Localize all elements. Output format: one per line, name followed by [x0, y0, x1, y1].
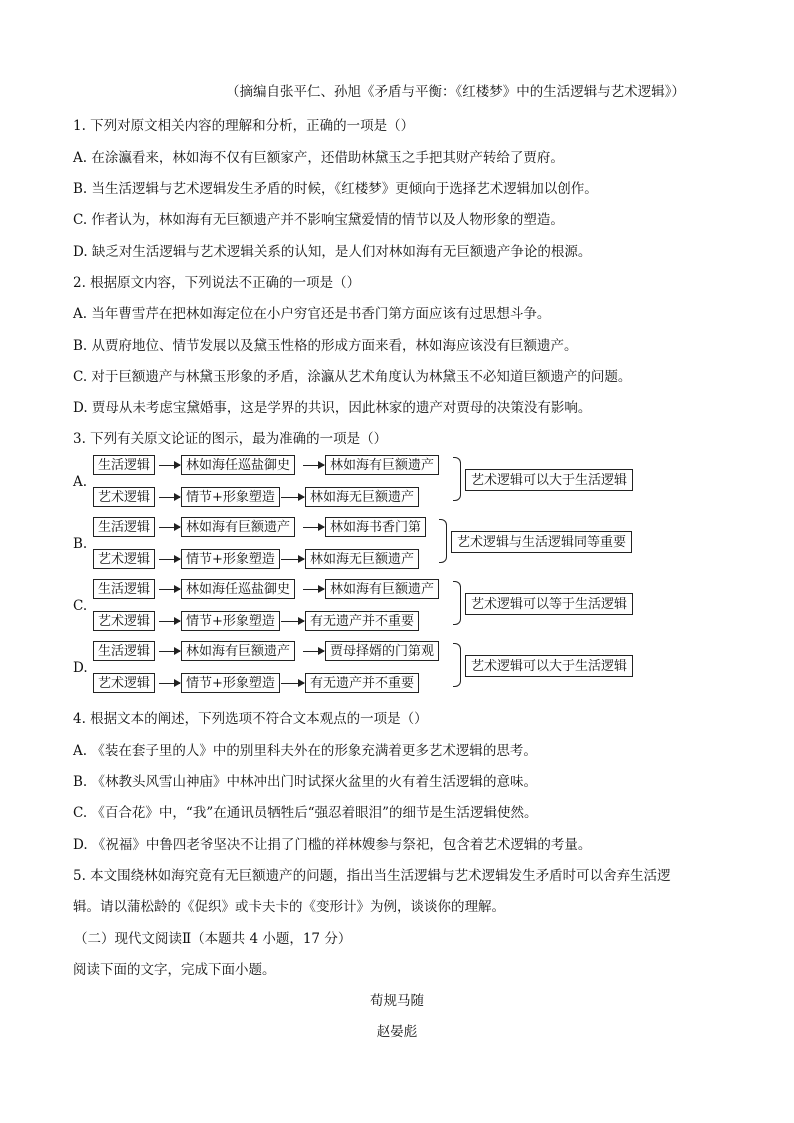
diagram-box: 有无遗产并不重要 — [305, 673, 419, 693]
diagram-conclusion: 艺术逻辑与生活逻辑同等重要 — [451, 531, 632, 553]
arrow — [159, 589, 180, 590]
diagram-box: 生活逻辑 — [93, 517, 155, 537]
q2-option-c: C. 对于巨额遗产与林黛玉形象的矛盾，涂瀛从艺术角度认为林黛玉不必知道巨额遗产的问题。 — [73, 369, 632, 385]
diagram-option-d — [73, 638, 663, 702]
section-heading: （二）现代文阅读Ⅱ（本题共 4 小题，17 分） — [74, 931, 352, 947]
diagram-label: A. — [73, 474, 88, 490]
diagram-box: 生活逻辑 — [93, 579, 155, 599]
arrow — [159, 559, 180, 560]
diagram-box: 林如海有巨额遗产 — [325, 455, 439, 475]
diagram-box: 林如海无巨额遗产 — [305, 487, 419, 507]
diagram-box: 艺术逻辑 — [93, 611, 155, 631]
diagram-box: 情节+形象塑造 — [181, 611, 280, 631]
arrow — [303, 527, 324, 528]
diagram-box: 生活逻辑 — [93, 641, 155, 661]
question-2-stem: 2. 根据原文内容，下列说法不正确的一项是（） — [73, 275, 361, 291]
arrow — [159, 497, 180, 498]
diagram-box: 情节+形象塑造 — [181, 673, 280, 693]
question-5-line2: 辑。请以蒲松龄的《促织》或卡夫卡的《变形计》为例，谈谈你的理解。 — [73, 899, 505, 915]
arrow — [159, 527, 180, 528]
source-citation: （摘编自张平仁、孙旭《矛盾与平衡：《红楼梦》中的生活逻辑与艺术逻辑》） — [226, 84, 685, 100]
q1-option-c: C. 作者认为，林如海有无巨额遗产并不影响宝黛爱情的情节以及人物形象的塑造。 — [73, 212, 564, 228]
bracket — [439, 519, 447, 563]
diagram-box: 林如海无巨额遗产 — [305, 549, 419, 569]
arrow — [281, 559, 304, 560]
diagram-conclusion: 艺术逻辑可以大于生活逻辑 — [465, 469, 633, 491]
arrow — [303, 589, 324, 590]
arrow — [159, 651, 180, 652]
arrow — [281, 497, 304, 498]
q2-option-d: D. 贾母从未考虑宝黛婚事，这是学界的共识，因此林家的遗产对贾母的决策没有影响。 — [73, 400, 592, 416]
article-title: 荀规马随 — [370, 993, 424, 1009]
q2-option-b: B. 从贾府地位、情节发展以及黛玉性格的形成方面来看，林如海应该没有巨额遗产。 — [73, 338, 578, 354]
diagram-box: 情节+形象塑造 — [181, 549, 280, 569]
diagram-label: B. — [73, 536, 88, 552]
bracket — [453, 643, 461, 687]
diagram-option-c — [73, 576, 663, 640]
bracket — [453, 457, 461, 501]
diagram-box: 情节+形象塑造 — [181, 487, 280, 507]
diagram-box: 艺术逻辑 — [93, 549, 155, 569]
q2-option-a: A. 当年曹雪芹在把林如海定位在小户穷官还是书香门第方面应该有过思想斗争。 — [73, 306, 551, 322]
diagram-box: 林如海有巨额遗产 — [325, 579, 439, 599]
arrow — [303, 465, 324, 466]
diagram-box: 林如海有巨额遗产 — [181, 641, 295, 661]
q4-option-a: A. 《装在套子里的人》中的别里科夫外在的形象充满着更多艺术逻辑的思考。 — [73, 743, 537, 759]
diagram-box: 有无遗产并不重要 — [305, 611, 419, 631]
article-author: 赵晏彪 — [376, 1024, 418, 1040]
diagram-box: 林如海任巡盐御史 — [181, 455, 295, 475]
arrow — [159, 621, 180, 622]
diagram-box: 林如海任巡盐御史 — [181, 579, 295, 599]
q1-option-b: B. 当生活逻辑与艺术逻辑发生矛盾的时候，《红楼梦》更倾向于选择艺术逻辑加以创作。 — [73, 181, 598, 197]
q1-option-d: D. 缺乏对生活逻辑与艺术逻辑关系的认知，是人们对林如海有无巨额遗产争论的根源。 — [73, 244, 592, 260]
arrow — [281, 621, 304, 622]
diagram-box: 贾母择婿的门第观 — [325, 641, 439, 661]
q1-option-a: A. 在涂瀛看来，林如海不仅有巨额家产，还借助林黛玉之手把其财产转给了贾府。 — [73, 150, 564, 166]
diagram-label: C. — [73, 598, 88, 614]
diagram-box: 艺术逻辑 — [93, 673, 155, 693]
arrow — [159, 683, 180, 684]
diagram-box: 生活逻辑 — [93, 455, 155, 475]
question-3-stem: 3. 下列有关原文论证的图示，最为准确的一项是（） — [73, 431, 388, 447]
question-1-stem: 1. 下列对原文相关内容的理解和分析，正确的一项是（） — [73, 118, 415, 134]
diagram-box: 艺术逻辑 — [93, 487, 155, 507]
q4-option-d: D. 《祝福》中鲁四老爷坚决不让捐了门槛的祥林嫂参与祭祀，包含着艺术逻辑的考量。 — [73, 837, 592, 853]
diagram-option-a — [73, 452, 663, 516]
question-4-stem: 4. 根据文本的阐述，下列选项不符合文本观点的一项是（） — [73, 711, 428, 727]
arrow — [303, 651, 324, 652]
diagram-label: D. — [73, 660, 88, 676]
diagram-conclusion: 艺术逻辑可以大于生活逻辑 — [465, 655, 633, 677]
diagram-option-b — [73, 514, 663, 578]
section-instruction: 阅读下面的文字，完成下面小题。 — [73, 962, 276, 978]
arrow — [159, 465, 180, 466]
q4-option-b: B. 《林教头风雪山神庙》中林冲出门时试探火盆里的火有着生活逻辑的意味。 — [73, 774, 538, 790]
q4-option-c: C. 《百合花》中，“我”在通讯员牺牲后“强忍着眼泪”的细节是生活逻辑使然。 — [73, 805, 538, 821]
bracket — [453, 581, 461, 625]
diagram-conclusion: 艺术逻辑可以等于生活逻辑 — [465, 593, 633, 615]
diagram-box: 林如海有巨额遗产 — [181, 517, 295, 537]
question-5-line1: 5. 本文围绕林如海究竟有无巨额遗产的问题，指出当生活逻辑与艺术逻辑发生矛盾时可以舍弃生活逻 — [73, 868, 671, 884]
arrow — [281, 683, 304, 684]
diagram-box: 林如海书香门第 — [325, 517, 426, 537]
